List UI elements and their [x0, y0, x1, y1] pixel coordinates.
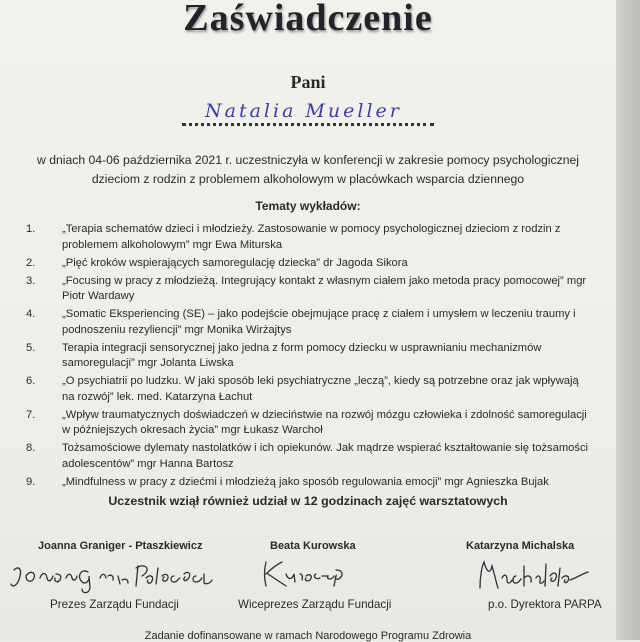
workshops-statement: Uczestnik wziął również udział w 12 godzinach zajęć warsztatowych [108, 494, 508, 508]
signature-1 [8, 556, 218, 596]
topic-text: „Pięć kroków wspierających samoregulację dziecka” dr Jagoda Sikora [62, 256, 408, 269]
funding-footer: Zadanie dofinansowane w ramach Narodowego Programu Zdrowia [144, 630, 472, 642]
recipient-name-handwritten: Natalia Mueller [205, 100, 402, 122]
certificate-intro [30, 151, 586, 189]
certificate-title: Zaświadczenie [183, 0, 433, 39]
topic-text: „Mindfulness w pracy z dziećmi i młodzieżą jako sposób regulowania emocji” mgr Agnieszka Bujak [62, 475, 549, 488]
topic-item [26, 475, 592, 491]
topic-number: 3. [26, 274, 36, 287]
intro-line-2: dzieciom z rodzin z problemem alkoholowym w placówkach wsparcia dziennego [91, 172, 525, 186]
topics-heading: Tematy wykładów: [255, 199, 361, 213]
topic-item [26, 408, 592, 439]
topic-item [26, 341, 592, 372]
topic-item [26, 222, 592, 253]
intro-line-1: w dniach 04-06 października 2021 r. uczestniczyła w konferencji w zakresie pomocy psychologicznej [37, 153, 579, 167]
topic-number: 5. [26, 341, 36, 354]
signature-2 [258, 556, 358, 592]
topic-text: „Somatic Eksperiencing (SE) – jako podejście obejmujące pracę z ciałem i umysłem w leczeniu traumy i podnoszeniu rezyliencji” mgr Monika Wirżajtys [62, 308, 576, 336]
topics-list [26, 222, 592, 493]
topic-item [26, 307, 592, 338]
topic-number: 7. [26, 408, 36, 421]
topic-text: Tożsamościowe dylematy nastolatków i ich opiekunów. Jak mądrze wspierać kształtowanie się tożsamości adolescentów” mgr Hanna Bartosz [62, 442, 589, 470]
topic-number: 8. [26, 442, 36, 454]
topic-text: „Focusing w pracy z młodzieżą. Integrujący kontakt z własnym ciałem jako metoda pracy pomocowej” mgr Piotr Wardawy [62, 274, 587, 302]
topic-text: „O psychiatrii po ludzku. W jaki sposób leki psychiatryczne „leczą”, kiedy są potrzebne oraz jak wpływają na rozwój” lek. med. Katarzyna Łachut [62, 375, 579, 403]
signatory-name-2: Beata Kurowska [270, 540, 356, 552]
topic-number: 1. [26, 223, 36, 235]
signatory-role-2: Wiceprezes Zarządu Fundacji [238, 598, 392, 611]
topic-text: „Wpływ traumatycznych doświadczeń w dzieciństwie na rozwój mózgu człowieka i zdolność samoregulacji w późniejszych okresach życia” mgr Łukasz Warchoł [62, 408, 587, 436]
paper-edge [616, 0, 640, 640]
topic-number: 9. [26, 475, 36, 488]
topic-text: „Terapia schematów dzieci i młodzieży. Zastosowanie w pomocy psychologicznej dzieciom z rodzin z problemem alkoholowym” mgr Ewa Miturska [62, 223, 561, 251]
topic-text: Terapia integracji sensorycznej jako jedna z form pomocy dziecku w usprawnianiu mechanizmów samoregulacji” mgr Jolanta Liwska [62, 341, 542, 369]
signature-3 [474, 556, 594, 596]
salutation: Pani [290, 72, 326, 92]
topic-item [26, 256, 592, 272]
signatory-role-1: Prezes Zarządu Fundacji [50, 598, 179, 611]
topic-number: 4. [26, 308, 36, 320]
topic-item [26, 441, 592, 472]
topic-item [26, 374, 592, 405]
signatory-name-1: Joanna Graniger - Ptaszkiewicz [38, 540, 203, 552]
signatory-name-3: Katarzyna Michalska [466, 540, 575, 552]
topic-item [26, 274, 592, 305]
signatory-role-3: p.o. Dyrektora PARPA [488, 598, 602, 611]
topic-number: 2. [26, 256, 36, 269]
topic-number: 6. [26, 375, 36, 387]
